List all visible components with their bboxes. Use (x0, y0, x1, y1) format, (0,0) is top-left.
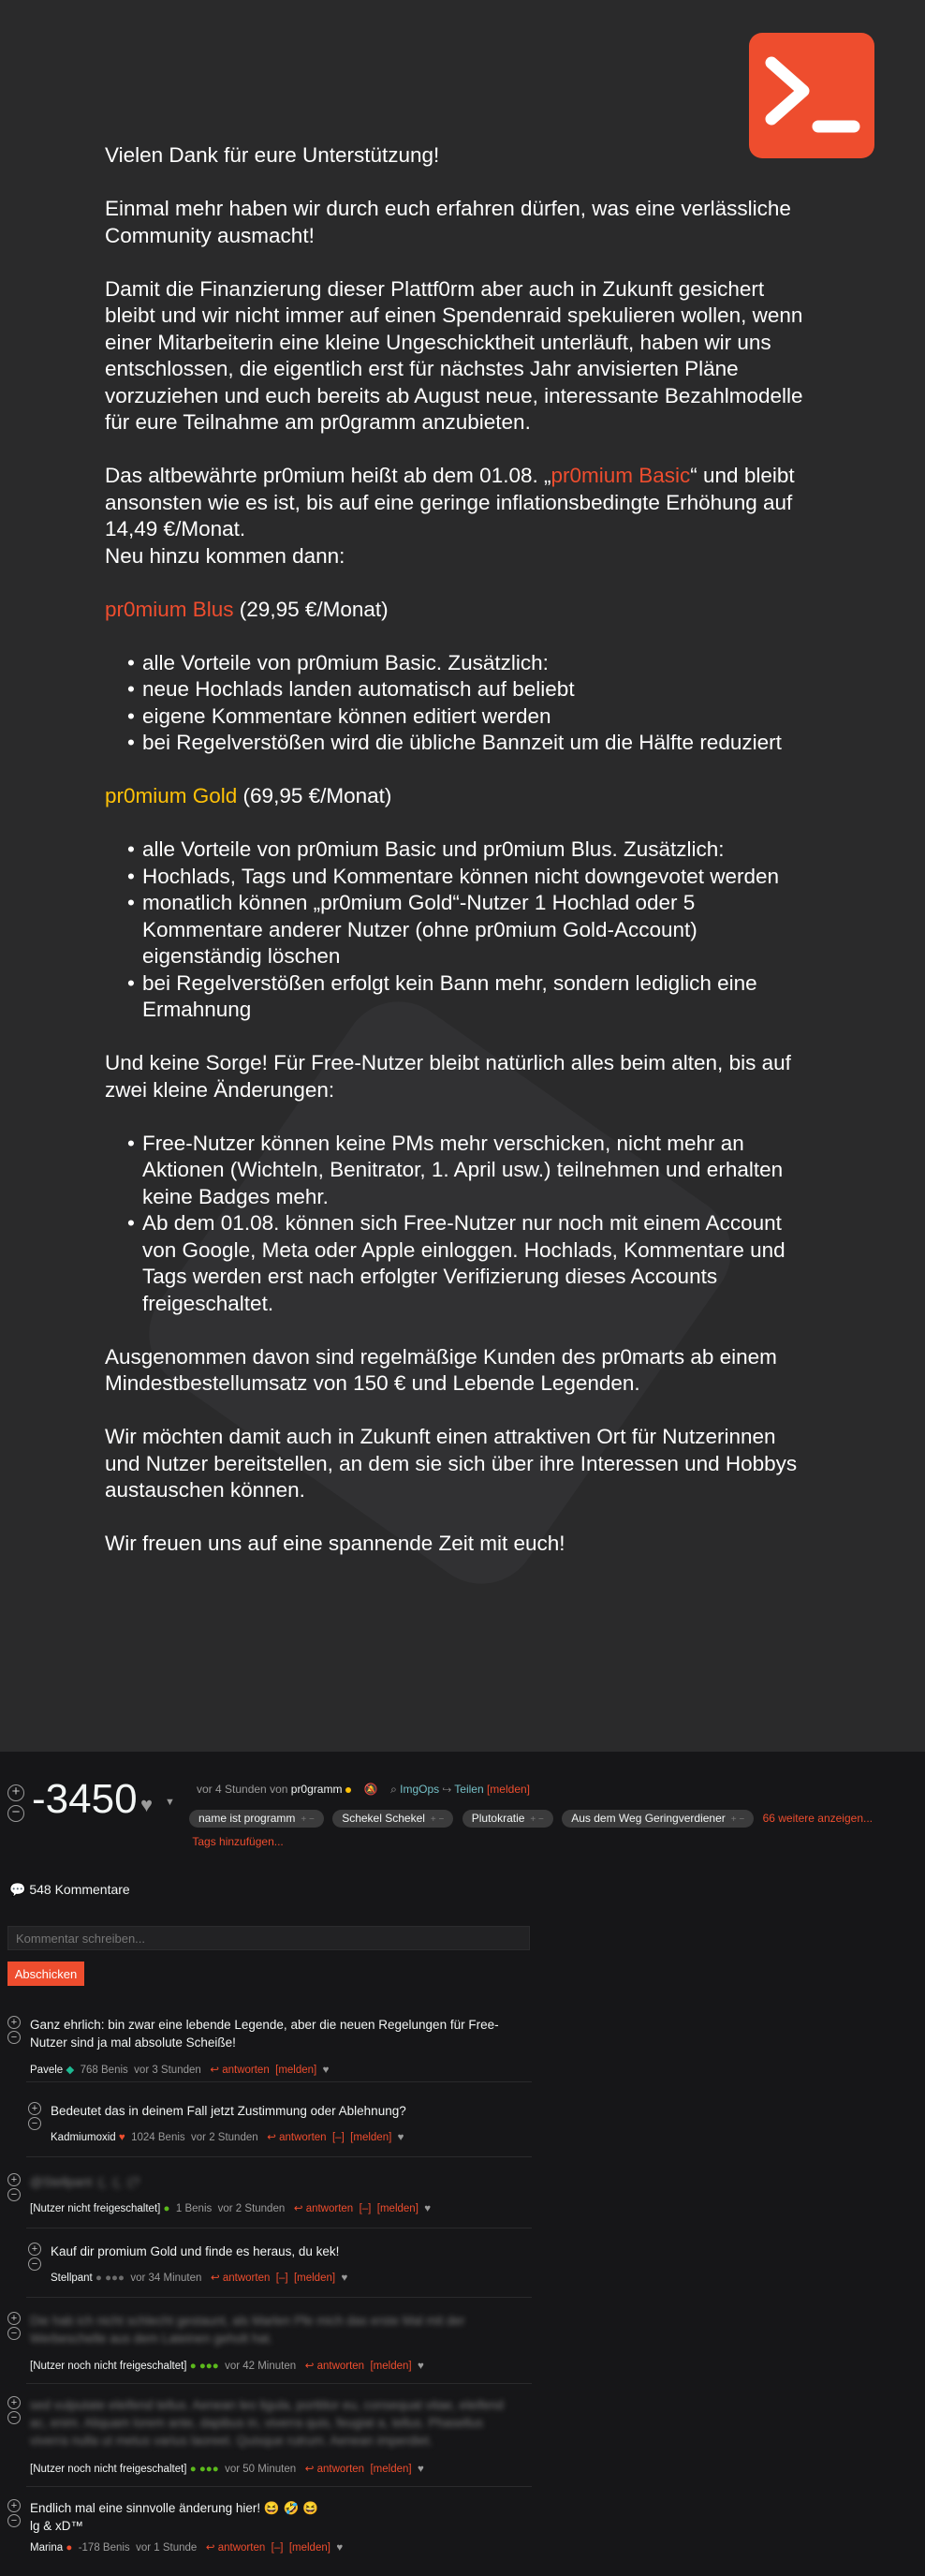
rank-dots-icon: ● ●●● (189, 2361, 219, 2372)
report-link[interactable]: [melden] (275, 2065, 317, 2076)
comment-author[interactable]: [Nutzer nicht freigeschaltet] (30, 2203, 161, 2214)
paragraph: Und keine Sorge! Für Free-Nutzer bleibt natürlich alles beim alten, bis auf zwei kleine Änderungen: (105, 1051, 791, 1102)
comment-text: sed vulputate eleifend tellus. Aenean leo ligula, porttitor eu, consequat vitae, eleifend ac, enim. Aliquam lorem ante, dapibus in, viverra quis, feugiat a, tellus. Phasellus viverra nulla ut metus varius laoreet. Quisque rutrum. Aenean imperdiet. (30, 2398, 504, 2448)
comment-text: Kauf dir promium Gold und finde es heraus, du kek! (51, 2244, 340, 2258)
reply-link[interactable]: ↩ antworten (211, 2273, 271, 2284)
upvote-button[interactable]: + (7, 2173, 21, 2186)
downvote-button[interactable]: − (7, 2031, 21, 2044)
collapse-link[interactable]: [–] (271, 2542, 284, 2554)
list-item: • eigene Kommentare können editiert werden (127, 703, 816, 731)
donor-heart-icon: ♥ (118, 2132, 125, 2143)
comment-author[interactable]: [Nutzer noch nicht freigeschaltet] (30, 2361, 187, 2372)
downvote-button[interactable]: − (28, 2258, 41, 2271)
paragraph: Neu hinzu kommen dann: (105, 543, 345, 568)
list-item: • neue Hochlads landen automatisch auf beliebt (127, 676, 816, 703)
user-rank-dot (345, 1787, 351, 1793)
tag[interactable]: name ist programm + − (189, 1810, 324, 1828)
heart-icon[interactable]: ♥ (424, 2203, 432, 2214)
comment-meta: Kadmiumoxid ♥ 1024 Benis vor 2 Stunden ↩ antworten [–] [melden] ♥ (51, 2132, 404, 2143)
blus-tier-heading: pr0mium Blus (29,95 €/Monat) (105, 597, 389, 621)
reply-link[interactable]: ↩ antworten (205, 2542, 266, 2554)
upvote-button[interactable]: + (7, 2312, 21, 2325)
tag[interactable]: Schekel Schekel + − (332, 1810, 453, 1828)
comment-meta: [Nutzer noch nicht freigeschaltet] ● ●●● vor 50 Minuten ↩ antworten [melden] ♥ (30, 2464, 424, 2475)
downvote-button[interactable]: − (7, 1805, 24, 1822)
free-changes-list (105, 1131, 816, 1318)
tag[interactable]: Plutokratie + − (462, 1810, 553, 1828)
reply-link[interactable]: ↩ antworten (210, 2065, 270, 2076)
submit-comment-button[interactable]: Abschicken (7, 1962, 84, 1986)
upvote-button[interactable]: + (28, 2102, 41, 2115)
paragraph: Vielen Dank für eure Unterstützung! (105, 143, 440, 167)
upvote-button[interactable]: + (7, 2016, 21, 2029)
add-tags-link[interactable]: Tags hinzufügen... (192, 1835, 284, 1848)
legend-rank-icon: ◆ (66, 2065, 75, 2076)
share-link[interactable]: Teilen (454, 1783, 484, 1796)
paragraph: Einmal mehr haben wir durch euch erfahren dürfen, was eine verlässliche Community ausmacht! (105, 197, 791, 247)
favorite-heart-icon[interactable]: ♥ (140, 1793, 154, 1816)
upvote-button[interactable]: + (7, 2396, 21, 2409)
uploader-link[interactable]: pr0gramm (290, 1783, 343, 1796)
comment-text: Endlich mal eine sinnvolle änderung hier! 😆 🤣 😆 lg & xD™ (30, 2501, 318, 2533)
comment-meta: Marina ● -178 Benis vor 1 Stunde ↩ antworten [–] [melden] ♥ (30, 2542, 344, 2554)
gold-features-list (105, 836, 816, 1024)
list-item: • monatlich können „pr0mium Gold“-Nutzer 1 Hochlad oder 5 Kommentare anderer Nutzer (ohne pr0mium Gold-Account) eigenständig löschen (127, 890, 816, 970)
list-item: • bei Regelverstößen erfolgt kein Bann mehr, sondern lediglich eine Ermahnung (127, 970, 816, 1024)
comment-meta: [Nutzer nicht freigeschaltet] ● 1 Benis vor 2 Stunden ↩ antworten [–] [melden] ♥ (30, 2203, 432, 2214)
rank-dot-icon: ● (163, 2203, 170, 2214)
comment-bubble-icon: 💬 (9, 1882, 26, 1897)
heart-icon[interactable]: ♥ (336, 2542, 344, 2554)
report-link[interactable]: [melden] (370, 2464, 412, 2475)
paragraph: Wir möchten damit auch in Zukunft einen attraktiven Ort für Nutzerinnen und Nutzer bereitstellen, an dem sie sich über ihre Interessen und Hobbys austauschen können. (105, 1425, 798, 1502)
report-link[interactable]: [melden] (293, 2273, 336, 2284)
comment-meta: [Nutzer noch nicht freigeschaltet] ● ●●● vor 42 Minuten ↩ antworten [melden] ♥ (30, 2361, 424, 2372)
collection-dropdown-icon[interactable]: ▼ (165, 1797, 175, 1808)
share-icon: ↪ (442, 1783, 452, 1796)
basic-tier-name: pr0mium Basic (551, 464, 691, 487)
more-tags-link[interactable]: 66 weitere anzeigen... (762, 1812, 873, 1825)
comment-author[interactable]: Stellpant (51, 2273, 93, 2284)
rank-dot-icon: ● (66, 2542, 73, 2554)
upvote-button[interactable]: + (28, 2243, 41, 2256)
downvote-button[interactable]: − (7, 2514, 21, 2527)
reply-link[interactable]: ↩ antworten (293, 2203, 354, 2214)
tag-list (189, 1808, 901, 1852)
list-item: • Hochlads, Tags und Kommentare können nicht downgevotet werden (127, 864, 816, 891)
comment-input[interactable] (7, 1926, 530, 1950)
upvote-button[interactable]: + (7, 2499, 21, 2512)
list-item: • alle Vorteile von pr0mium Basic und pr0mium Blus. Zusätzlich: (127, 836, 816, 864)
rank-dots-icon: ● ●●● (95, 2273, 125, 2284)
list-item: • Free-Nutzer können keine PMs mehr verschicken, nicht mehr an Aktionen (Wichteln, Benitrator, 1. April usw.) teilnehmen und erhalten keine Badges mehr. (127, 1131, 816, 1211)
list-item: • alle Vorteile von pr0mium Basic. Zusätzlich: (127, 650, 816, 677)
post-score: -3450 (32, 1776, 138, 1822)
heart-icon[interactable]: ♥ (397, 2132, 404, 2143)
comment-author[interactable]: Pavele (30, 2065, 64, 2076)
post-meta: vor 4 Stunden von pr0gramm 🔕 ⌕ ImgOps ↪ Teilen [melden] (197, 1783, 530, 1796)
downvote-button[interactable]: − (28, 2117, 41, 2130)
heart-icon[interactable]: ♥ (322, 2065, 330, 2076)
comment-author[interactable]: [Nutzer noch nicht freigeschaltet] (30, 2464, 187, 2475)
collapse-link[interactable]: [–] (331, 2132, 345, 2143)
collapse-link[interactable]: [–] (275, 2273, 288, 2284)
paragraph: Wir freuen uns auf eine spannende Zeit mit euch! (105, 1532, 565, 1555)
paragraph: Damit die Finanzierung dieser Plattf0rm aber auch in Zukunft gesichert bleibt und wir nicht immer auf einen Spendenraid spekulieren wollen, wenn einer Mitarbeiterin eine kleine Ungeschicktheit unterläuft, haben wir uns entschlossen, die eigentlich erst für nächstes Jahr anvisierten Pläne vorzuziehen und euch bereits ab August neue, interessante Bezahlmodelle für eure Teilnahme am pr0gramm anzubieten. (105, 276, 803, 434)
report-link[interactable]: [melden] (370, 2361, 412, 2372)
reply-link[interactable]: ↩ antworten (304, 2361, 365, 2372)
downvote-button[interactable]: − (7, 2411, 21, 2424)
collapse-link[interactable]: [–] (359, 2203, 372, 2214)
bell-off-icon[interactable]: 🔕 (363, 1783, 378, 1796)
report-link[interactable]: [melden] (376, 2203, 418, 2214)
list-item: • bei Regelverstößen wird die übliche Bannzeit um die Hälfte reduziert (127, 730, 816, 757)
post-vote-controls (7, 1784, 26, 1826)
downvote-button[interactable]: − (7, 2188, 21, 2201)
list-item: • Ab dem 01.08. können sich Free-Nutzer nur noch mit einem Account von Google, Meta oder Apple einloggen. Hochlads, Kommentare und Tags werden erst nach erfolgter Verifizierung dieses Accounts freigeschaltet. (127, 1210, 816, 1317)
reply-link[interactable]: ↩ antworten (267, 2132, 327, 2143)
comment-author[interactable]: Marina (30, 2542, 64, 2554)
comment-count: 💬 548 Kommentare (9, 1882, 130, 1897)
pr0gramm-logo-icon (749, 33, 874, 158)
imgops-link[interactable]: ImgOps (400, 1783, 440, 1796)
announcement-text (105, 142, 816, 1584)
heart-icon[interactable]: ♥ (341, 2273, 348, 2284)
comment-text: Ganz ehrlich: bin zwar eine lebende Legende, aber die neuen Regelungen für Free-Nutzer sind ja mal absolute Scheiße! (30, 2018, 499, 2050)
comment-text: Bedeutet das in deinem Fall jetzt Zustimmung oder Ablehnung? (51, 2104, 406, 2118)
report-link[interactable]: [melden] (350, 2132, 392, 2143)
comment-meta: Pavele ◆ 768 Benis vor 3 Stunden ↩ antworten [melden] ♥ (30, 2065, 330, 2076)
gold-tier-heading: pr0mium Gold (69,95 €/Monat) (105, 784, 392, 807)
paragraph: Ausgenommen davon sind regelmäßige Kunden des pr0marts ab einem Mindestbestellumsatz von 150 € und Lebende Legenden. (105, 1344, 777, 1395)
tag[interactable]: Aus dem Weg Geringverdiener + − (562, 1810, 754, 1828)
comment-meta: Stellpant ● ●●● vor 34 Minuten ↩ antworten [–] [melden] ♥ (51, 2273, 348, 2284)
heart-icon[interactable]: ♥ (417, 2464, 424, 2475)
reply-link[interactable]: ↩ antworten (304, 2464, 365, 2475)
blus-features-list (105, 650, 816, 757)
paragraph: Das altbewährte pr0mium heißt ab dem 01.08. „pr0mium Basic“ und bleibt ansonsten wie es ist, bis auf eine geringe inflationsbedingte Erhöhung auf 14,49 €/Monat. (105, 464, 795, 540)
comment-text: Die hab ich nicht schlecht gestaunt, als Marlen Pfe mich das erste Mal mit der Werbeschelle aus dem Lateinen geholt hat. (30, 2314, 465, 2346)
report-link[interactable]: [melden] (486, 1783, 530, 1796)
imgops-icon: ⌕ (390, 1783, 397, 1796)
downvote-button[interactable]: − (7, 2327, 21, 2340)
rank-dots-icon: ● ●●● (189, 2464, 219, 2475)
heart-icon[interactable]: ♥ (417, 2361, 424, 2372)
comment-author[interactable]: Kadmiumoxid (51, 2132, 116, 2143)
report-link[interactable]: [melden] (288, 2542, 330, 2554)
comment-text: @Stellpant :(, :(, :(? (30, 2175, 140, 2189)
upvote-button[interactable]: + (7, 1784, 24, 1801)
